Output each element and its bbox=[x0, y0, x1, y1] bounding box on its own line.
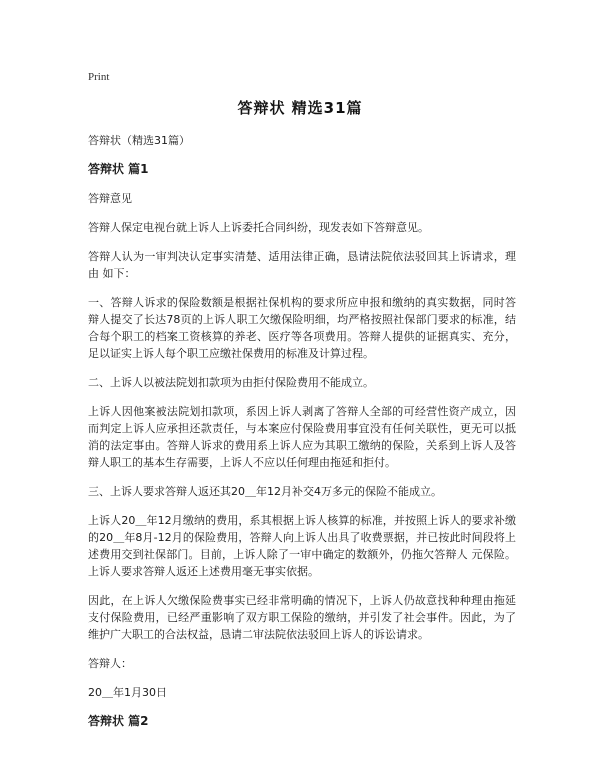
opinion-label: 答辩意见 bbox=[88, 192, 132, 205]
paragraph: 三、上诉人要求答辩人返还其20＿年12月补交4万多元的保险不能成立。 bbox=[88, 485, 442, 498]
paragraph: 上诉人因他案被法院划扣款项，系因上诉人剥离了答辩人全部的可经营性资产成立，因而判定上诉人应承担还款责任，与本案应付保险费用事宜没有任何关联性，更无可以抵消的法定事由。答辩人诉求的费用系上诉人应为其职工缴纳的保险，关系到上诉人及答辩人职工的基本生存需要，上诉人不应以任何理由拖延和拒付。 bbox=[88, 405, 516, 469]
paragraph: 答辩人认为一审判决认定事实清楚、适用法律正确，恳请法院依法驳回其上诉请求，理由 如下： bbox=[88, 250, 516, 280]
page-title: 答辩状 精选31篇 bbox=[237, 99, 363, 117]
signature-label: 答辩人： bbox=[88, 657, 132, 670]
print-label[interactable]: Print bbox=[88, 71, 110, 83]
subtitle: 答辩状（精选31篇） bbox=[88, 134, 190, 147]
date: 20＿年1月30日 bbox=[88, 686, 167, 699]
paragraph: 因此，在上诉人欠缴保险费事实已经非常明确的情况下，上诉人仍故意找种种理由拖延支付保险费用，已经严重影响了双方职工保险的缴纳，并引发了社会事件。因此，为了维护广大职工的合法权益，恳请二审法院依法驳回上诉人的诉讼请求。 bbox=[88, 594, 516, 641]
paragraph: 上诉人20＿年12月缴纳的费用，系其根据上诉人核算的标准，并按照上诉人的要求补缴的20＿年8月-12月的保险费用，答辩人向上诉人出具了收费票据，并已按此时间段将上述费用交到社保部门。目前，上诉人除了一审中确定的数额外，仍拖欠答辩人 元保险。上诉人要求答辩人返还上述费用毫无事实依据。 bbox=[88, 514, 516, 578]
paragraph: 二、上诉人以被法院划扣款项为由拒付保险费用不能成立。 bbox=[88, 376, 374, 389]
document-body bbox=[88, 132, 516, 742]
paragraph: 一、答辩人诉求的保险数额是根据社保机构的要求所应申报和缴纳的真实数据，同时答辩人提交了长达78页的上诉人职工欠缴保险明细，均严格按照社保部门要求的标准，结合每个职工的档案工资核算的养老、医疗等各项费用。答辩人提供的证据真实、充分，足以证实上诉人每个职工应缴社保费用的标准及计算过程。 bbox=[88, 296, 516, 360]
paragraph: 答辩人保定电视台就上诉人上诉委托合同纠纷，现发表如下答辩意见。 bbox=[88, 221, 429, 234]
section-heading-2: 答辩状 篇2 bbox=[88, 714, 149, 728]
section-heading-1: 答辩状 篇1 bbox=[88, 162, 149, 176]
